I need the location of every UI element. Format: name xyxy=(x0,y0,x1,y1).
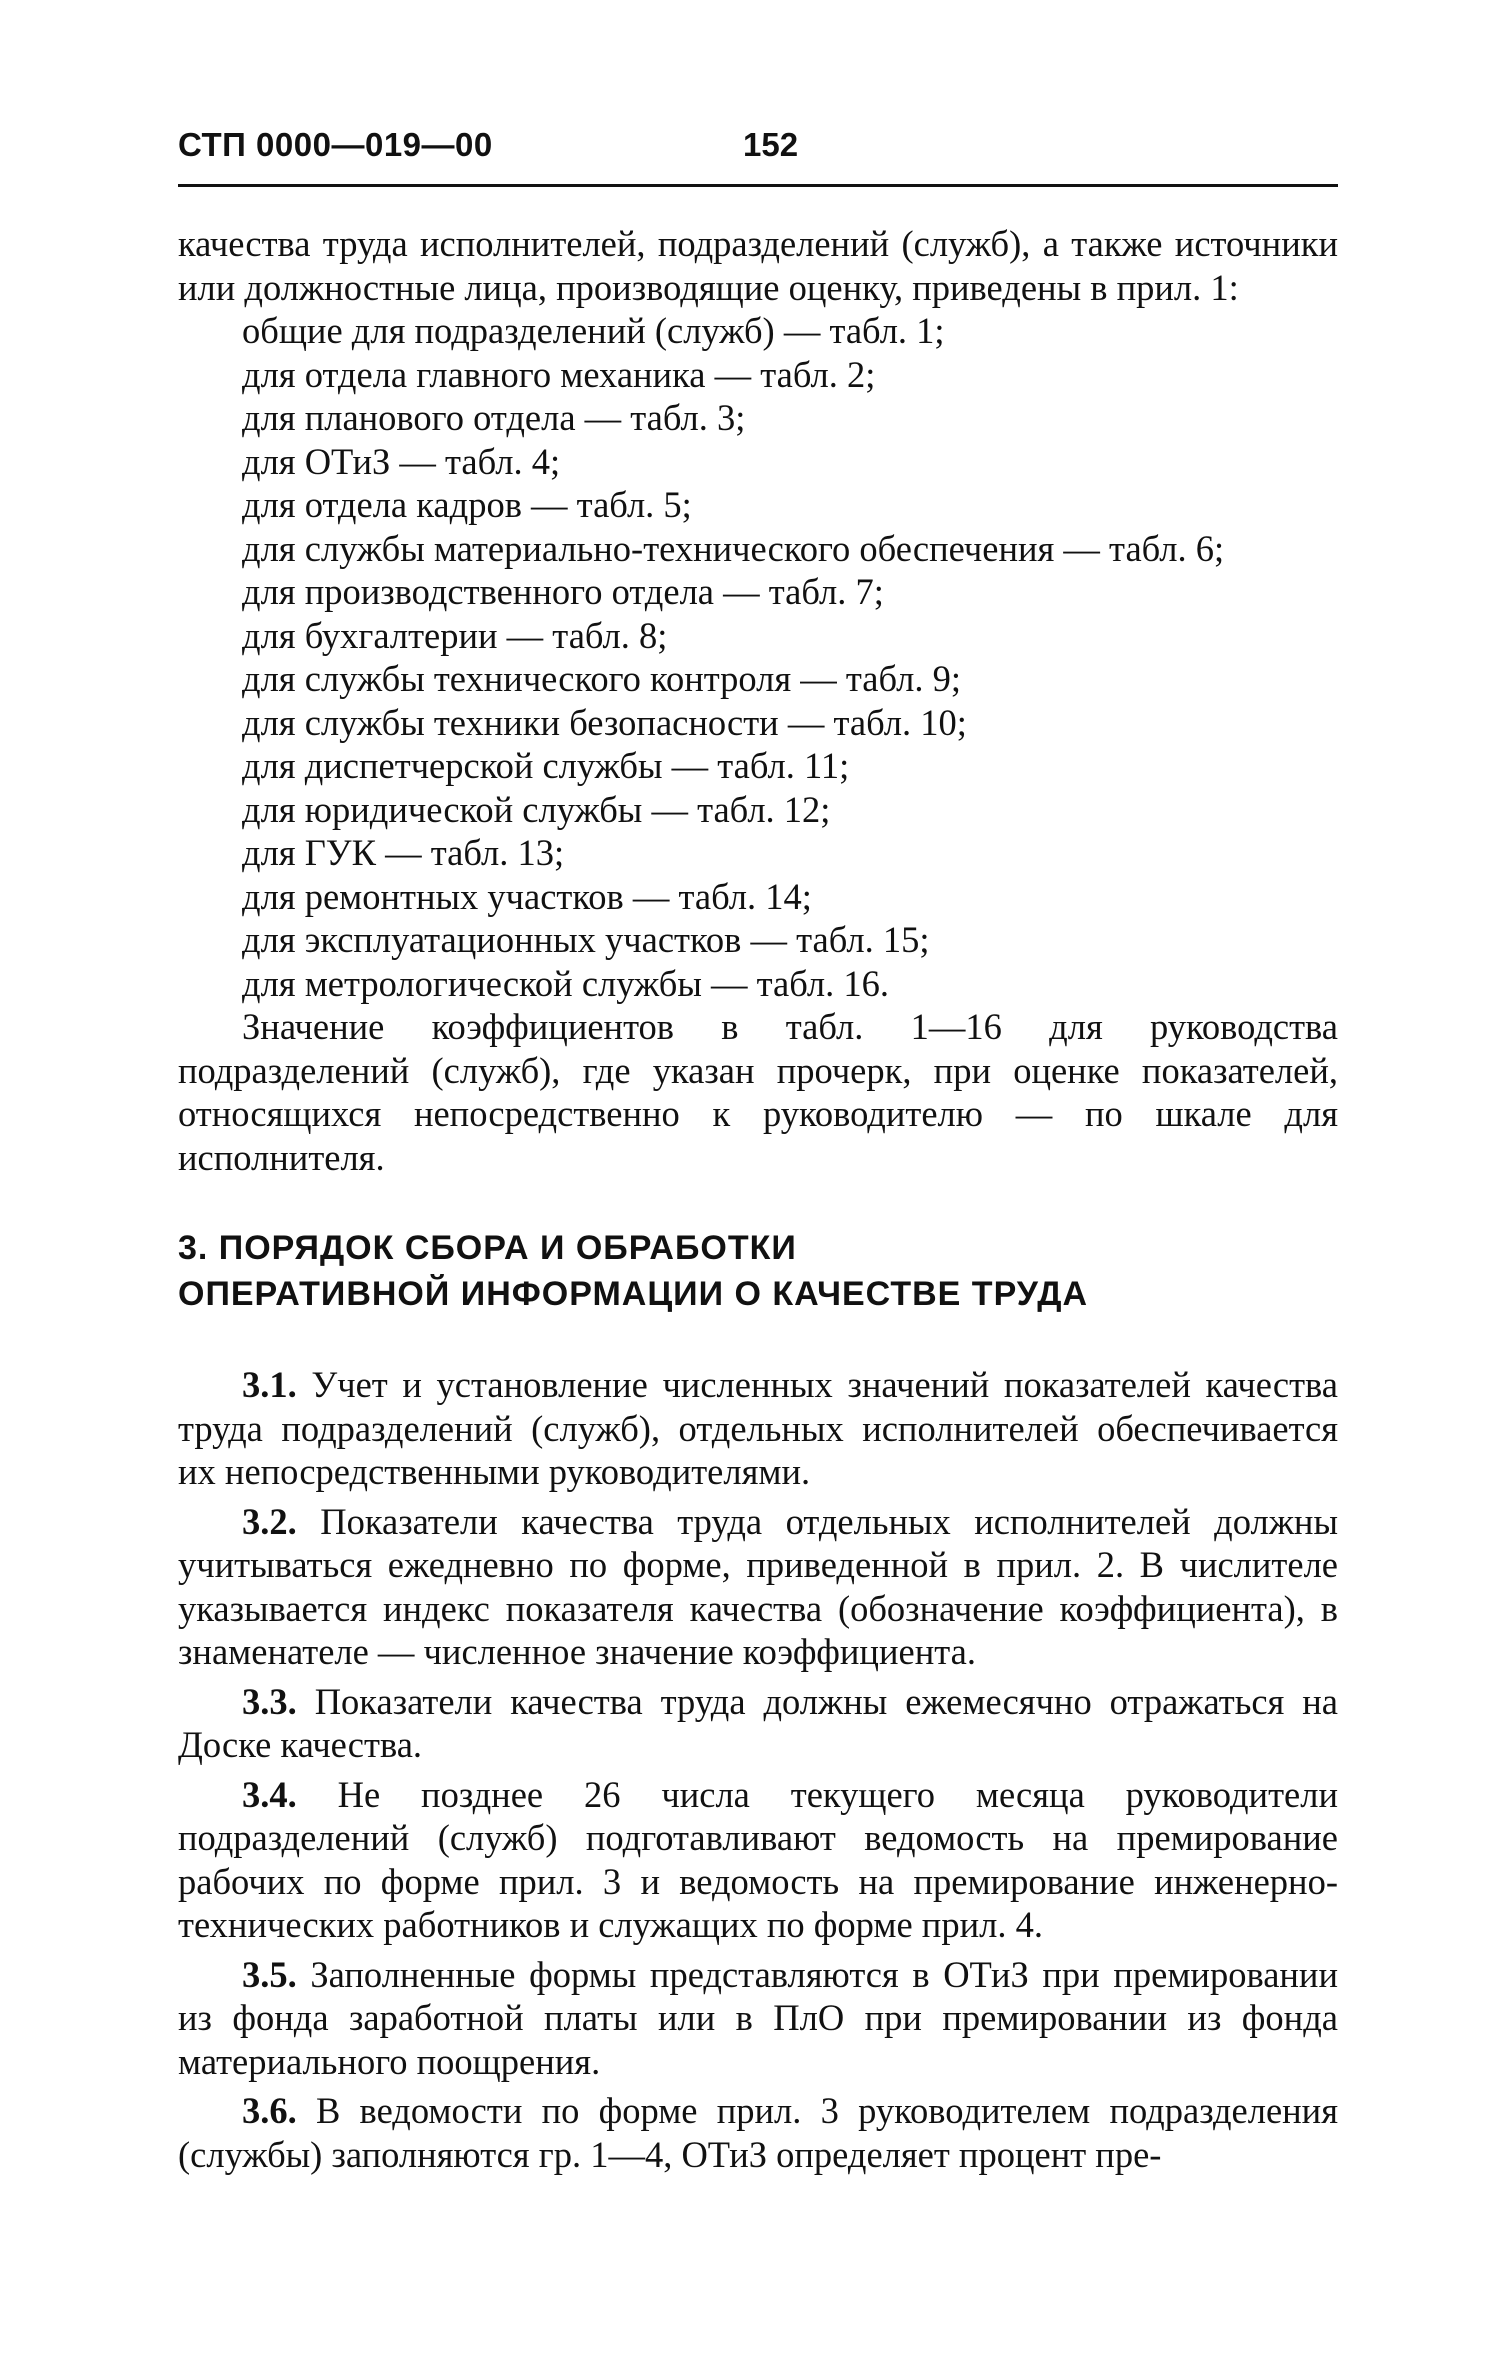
list-item: для эксплуатационных участков — табл. 15; xyxy=(242,919,930,960)
list-item: для ГУК — табл. 13; xyxy=(242,832,565,873)
clause-3-2 xyxy=(178,1500,1338,1674)
clause-number: 3.1. xyxy=(242,1364,297,1405)
list-item: для отдела главного механика — табл. 2; xyxy=(242,353,876,395)
clause-number: 3.5. xyxy=(242,1953,297,1995)
clause-3-5 xyxy=(178,1953,1338,2084)
clause-text: В ведомости по форме прил. 3 руководителем подразделения (службы) заполняются гр. 1—4, ОТиЗ определяет процент пре- xyxy=(178,2090,1338,2175)
clause-3-6 xyxy=(178,2089,1338,2176)
list-item: для планового отдела — табл. 3; xyxy=(242,397,746,438)
coefficient-paragraph: Значение коэффициентов в табл. 1—16 для руководства подразделений (служб), где указан прочерк, при оценке показателей, относящихся непосредственно к руководителю — по шкале для исполнителя. xyxy=(178,1006,1338,1178)
page-number: 152 xyxy=(743,126,799,163)
list-item: общие для подразделений (служб) — табл. 1; xyxy=(242,310,945,351)
list-item: для службы материально-технического обеспечения — табл. 6; xyxy=(242,527,1225,569)
intro-paragraph: качества труда исполнителей, подразделений (служб), а также источники или должностные лица, производящие оценку, приведены в прил. 1: xyxy=(178,223,1338,308)
list-item: для ОТиЗ — табл. 4; xyxy=(242,440,561,482)
list-item: для юридической службы — табл. 12; xyxy=(242,788,831,830)
section-heading-line: 3. ПОРЯДОК СБОРА И ОБРАБОТКИ xyxy=(178,1229,797,1267)
clause-text: Показатели качества труда отдельных исполнителей должны учитываться ежедневно по форме, приведенной в прил. 2. В числителе указывается индекс показателя качества (обозначение коэффициента), в знаменателе — численное значение коэффициента. xyxy=(178,1500,1338,1672)
section-heading-line: ОПЕРАТИВНОЙ ИНФОРМАЦИИ О КАЧЕСТВЕ ТРУДА xyxy=(178,1275,1089,1313)
clause-number: 3.6. xyxy=(242,2090,297,2131)
clause-text: Учет и установление численных значений показателей качества труда подразделений (служб), отдельных исполнителей обеспечивается их непосредственными руководителями. xyxy=(178,1364,1338,1492)
section-heading xyxy=(178,1225,1338,1317)
clause-number: 3.3. xyxy=(242,1680,297,1722)
header-rule xyxy=(178,184,1338,187)
clause-3-3 xyxy=(178,1680,1338,1767)
clause-number: 3.2. xyxy=(242,1500,297,1542)
list-item: для службы технического контроля — табл. 9; xyxy=(242,658,962,699)
list-item: для производственного отдела — табл. 7; xyxy=(242,571,884,612)
list-item: для бухгалтерии — табл. 8; xyxy=(242,614,668,656)
clause-text: Не позднее 26 числа текущего месяца руководители подразделений (служб) подготавливают ведомость на премирование рабочих по форме прил. 3 и ведомость на премирование инженерно-технических работников и служащих по форме прил. 4. xyxy=(178,1773,1338,1945)
clause-text: Показатели качества труда должны ежемесячно отражаться на Доске качества. xyxy=(178,1680,1339,1765)
running-header xyxy=(178,118,1338,178)
clause-3-1 xyxy=(178,1363,1338,1494)
clause-text: Заполненные формы представляются в ОТиЗ при премировании из фонда заработной платы или в ПлО при премировании из фонда материального поощрения. xyxy=(178,1953,1338,2082)
table-reference-list xyxy=(178,309,1338,1005)
list-item: для метрологической службы — табл. 16. xyxy=(242,962,889,1004)
list-item: для диспетчерской службы — табл. 11; xyxy=(242,745,850,786)
list-item: для службы техники безопасности — табл. 10; xyxy=(242,701,967,743)
clause-3-4 xyxy=(178,1773,1338,1947)
list-item: для отдела кадров — табл. 5; xyxy=(242,484,692,525)
body-text xyxy=(178,222,1338,2182)
list-item: для ремонтных участков — табл. 14; xyxy=(242,875,812,917)
clause-number: 3.4. xyxy=(242,1773,297,1815)
document-code: СТП 0000—019—00 xyxy=(178,126,493,163)
